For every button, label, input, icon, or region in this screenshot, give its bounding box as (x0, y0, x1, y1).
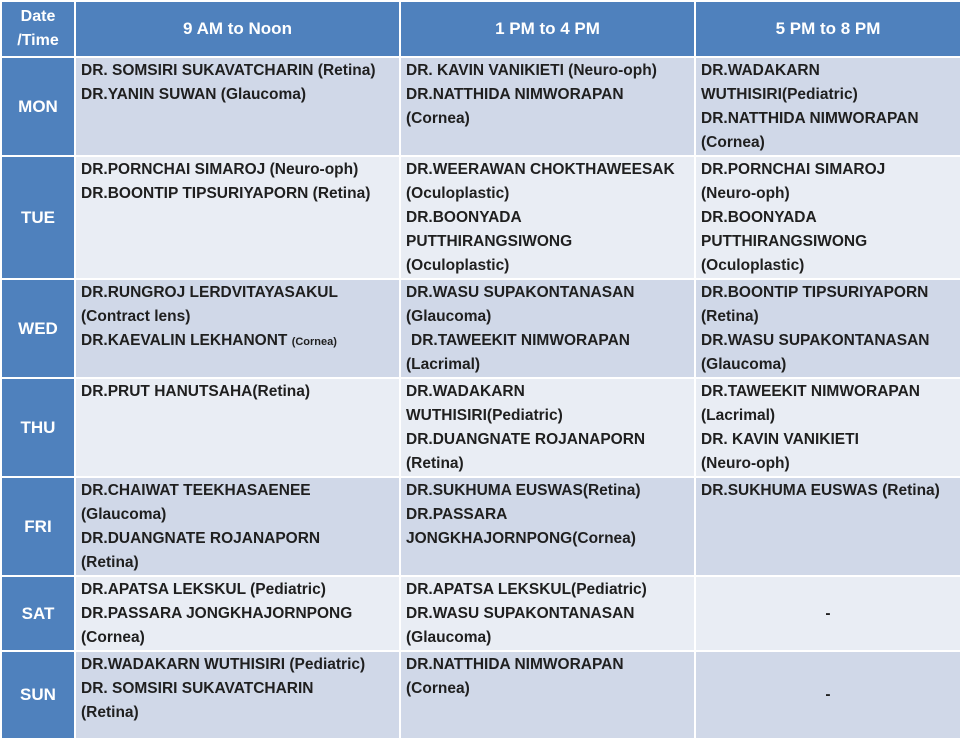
evening-cell-empty: - (695, 576, 960, 651)
specialty-entry: (Glaucoma) (701, 356, 787, 373)
specialty-entry: (Neuro-oph) (701, 185, 790, 202)
specialty-entry: (Retina) (81, 704, 139, 721)
afternoon-cell (400, 57, 695, 156)
doctor-entry: DR. KAVIN VANIKIETI (Neuro-oph) (406, 62, 657, 79)
doctor-entry: DR.PORNCHAI SIMAROJ (Neuro-oph) (81, 161, 359, 178)
afternoon-cell (400, 651, 695, 739)
specialty-entry: (Cornea) (701, 134, 765, 151)
specialty-entry: (Oculoplastic) (406, 185, 510, 202)
evening-cell (695, 156, 960, 279)
doctor-entry: DR.BOONYADA (701, 209, 817, 226)
doctor-entry: DR.WASU SUPAKONTANASAN (406, 605, 635, 622)
doctor-entry: PUTTHIRANGSIWONG (701, 233, 868, 250)
specialty-entry: (Contract lens) (81, 308, 191, 325)
doctor-entry: DR.NATTHIDA NIMWORAPAN (701, 110, 919, 127)
time-label: /Time (17, 32, 59, 49)
specialty-entry: (Glaucoma) (406, 308, 492, 325)
specialty-entry: (Cornea) (406, 110, 470, 127)
doctor-entry: DR. SOMSIRI SUKAVATCHARIN (Retina) (81, 62, 376, 79)
doctor-entry: DR. KAVIN VANIKIETI (701, 431, 859, 448)
afternoon-cell (400, 576, 695, 651)
doctor-entry: WUTHISIRI(Pediatric) (406, 407, 563, 424)
evening-cell (695, 477, 960, 576)
day-label: MON (1, 57, 75, 156)
afternoon-column-header: 1 PM to 4 PM (400, 1, 695, 57)
specialty-entry: (Cornea) (291, 336, 337, 348)
doctor-entry: PUTTHIRANGSIWONG (406, 233, 573, 250)
doctor-entry: DR.WADAKARN WUTHISIRI (Pediatric) (81, 656, 366, 673)
day-label: FRI (1, 477, 75, 576)
morning-cell (75, 651, 400, 739)
doctor-entry: DR.BOONTIP TIPSURIYAPORN (701, 284, 929, 301)
doctor-entry: DR.CHAIWAT TEEKHASAENEE (81, 482, 311, 499)
specialty-entry: (Cornea) (81, 629, 145, 646)
day-label: SAT (1, 576, 75, 651)
doctor-entry: DR.PASSARA (406, 506, 508, 523)
specialty-entry: (Glaucoma) (406, 629, 492, 646)
date-time-header (1, 1, 75, 57)
evening-cell (695, 378, 960, 477)
day-label: WED (1, 279, 75, 378)
doctor-entry: DR.PORNCHAI SIMAROJ (701, 161, 886, 178)
evening-cell-empty: - (695, 651, 960, 739)
doctor-entry: DR.SUKHUMA EUSWAS(Retina) (406, 482, 641, 499)
afternoon-cell (400, 279, 695, 378)
doctor-entry: DR.APATSA LEKSKUL(Pediatric) (406, 581, 647, 598)
morning-cell (75, 57, 400, 156)
specialty-entry: (Oculoplastic) (701, 257, 805, 274)
doctor-entry: DR.PRUT HANUTSAHA(Retina) (81, 383, 311, 400)
schedule-row-sun (1, 651, 960, 739)
morning-cell (75, 156, 400, 279)
doctor-entry: DR.WEERAWAN CHOKTHAWEESAK (406, 161, 675, 178)
doctor-entry: DR.DUANGNATE ROJANAPORN (81, 530, 321, 547)
day-label: THU (1, 378, 75, 477)
schedule-row-wed (1, 279, 960, 378)
morning-cell (75, 279, 400, 378)
doctor-entry: DR.TAWEEKIT NIMWORAPAN (701, 383, 920, 400)
doctor-entry: DR.BOONTIP TIPSURIYAPORN (Retina) (81, 185, 371, 202)
afternoon-cell (400, 378, 695, 477)
evening-cell (695, 57, 960, 156)
date-label: Date (20, 8, 56, 25)
doctor-entry: DR.WASU SUPAKONTANASAN (701, 332, 930, 349)
specialty-entry: (Cornea) (406, 680, 470, 697)
specialty-entry: (Retina) (701, 308, 759, 325)
evening-column-header: 5 PM to 8 PM (695, 1, 960, 57)
morning-column-header: 9 AM to Noon (75, 1, 400, 57)
schedule-row-thu (1, 378, 960, 477)
doctor-entry: DR.WADAKARN (406, 383, 525, 400)
specialty-entry: (Lacrimal) (701, 407, 776, 424)
schedule-row-tue (1, 156, 960, 279)
specialty-entry: (Glaucoma) (81, 506, 167, 523)
doctor-entry: JONGKHAJORNPONG(Cornea) (406, 530, 636, 547)
doctor-entry: DR.WASU SUPAKONTANASAN (406, 284, 635, 301)
doctor-entry: DR.RUNGROJ LERDVITAYASAKUL (81, 284, 338, 301)
specialty-entry: (Retina) (81, 554, 139, 571)
doctor-name: DR.KAEVALIN LEKHANONT (81, 332, 288, 349)
evening-cell (695, 279, 960, 378)
schedule-row-mon (1, 57, 960, 156)
specialty-entry: (Oculoplastic) (406, 257, 510, 274)
doctor-entry: DR. SOMSIRI SUKAVATCHARIN (81, 680, 314, 697)
doctor-entry: DR.BOONYADA (406, 209, 522, 226)
doctor-entry: DR.TAWEEKIT NIMWORAPAN (411, 332, 630, 349)
morning-cell (75, 477, 400, 576)
doctor-entry: DR.APATSA LEKSKUL (Pediatric) (81, 581, 326, 598)
specialty-entry: (Lacrimal) (406, 356, 481, 373)
schedule-row-fri (1, 477, 960, 576)
doctor-entry: DR.WADAKARN (701, 62, 820, 79)
schedule-row-sat (1, 576, 960, 651)
header-row (1, 1, 960, 57)
doctor-entry: DR.YANIN SUWAN (Glaucoma) (81, 86, 307, 103)
doctor-entry: DR.SUKHUMA EUSWAS (Retina) (701, 482, 940, 499)
afternoon-cell (400, 477, 695, 576)
doctor-entry (81, 329, 395, 354)
morning-cell (75, 576, 400, 651)
day-label: TUE (1, 156, 75, 279)
doctor-entry: DR.NATTHIDA NIMWORAPAN (406, 86, 624, 103)
doctor-entry: DR.NATTHIDA NIMWORAPAN (406, 656, 624, 673)
afternoon-cell (400, 156, 695, 279)
morning-cell (75, 378, 400, 477)
doctor-entry: WUTHISIRI(Pediatric) (701, 86, 858, 103)
doctor-entry: DR.DUANGNATE ROJANAPORN (406, 431, 646, 448)
doctor-entry: DR.PASSARA JONGKHAJORNPONG (81, 605, 353, 622)
specialty-entry: (Neuro-oph) (701, 455, 790, 472)
day-label: SUN (1, 651, 75, 739)
specialty-entry: (Retina) (406, 455, 464, 472)
